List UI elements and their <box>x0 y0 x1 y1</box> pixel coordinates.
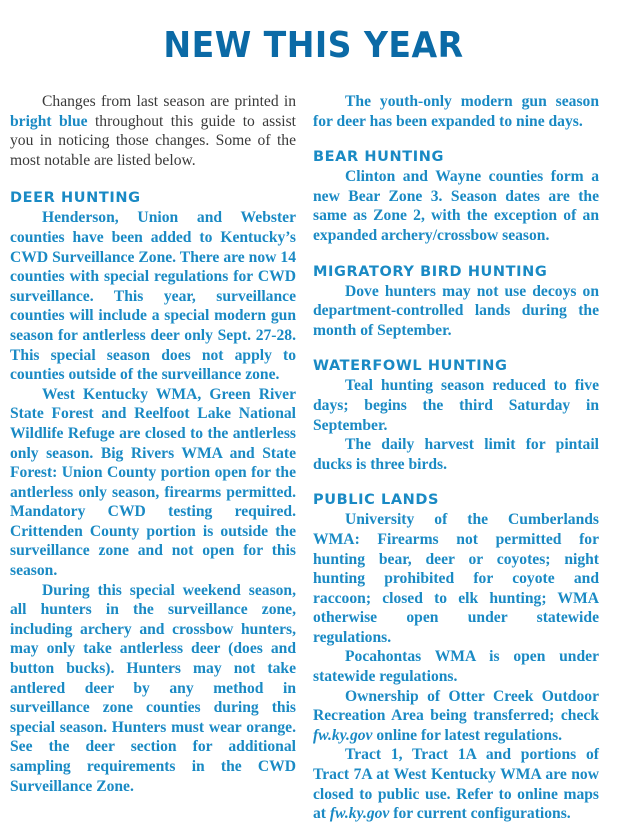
intro-text: Changes from last season are printed in <box>42 93 296 110</box>
section-heading-migratory-bird-hunting: MIGRATORY BIRD HUNTING <box>313 263 548 280</box>
left-column <box>10 92 296 796</box>
intro-paragraph <box>10 92 296 170</box>
public-lands-paragraph-tract <box>313 745 599 823</box>
waterfowl-paragraph: Teal hunting season reduced to five days; begins the third Saturday in September. <box>313 377 599 434</box>
section-heading-bear-hunting: BEAR HUNTING <box>313 149 444 166</box>
tract-text: Tract 1, Tract 1A and portions of Tract 7A at West Kentucky WMA are now closed to public use. Refer to online maps at <box>313 746 599 823</box>
public-lands-paragraph-otter-creek <box>313 687 599 746</box>
bear-paragraph: Clinton and Wayne counties form a new Bear Zone 3. Season dates are the same as Zone 2, with the exception of an expanded archery/crossbow season. <box>313 168 599 244</box>
otter-creek-text: Ownership of Otter Creek Outdoor Recreation Area being transferred; check <box>313 687 599 725</box>
otter-creek-text-rest: online for latest regulations. <box>372 726 563 744</box>
deer-paragraph: Henderson, Union and Webster counties have been added to Kentucky’s CWD Surveillance Zone. There are now 14 counties with special regulations for CWD surveillance. This year, surveillance counties will include a special modern gun season for antlerless deer only Sept. 27-28. This special season does not apply to counties outside of the surveillance zone. <box>10 209 296 384</box>
migratory-paragraph: Dove hunters may not use decoys on department-controlled lands during the month of September. <box>313 282 599 339</box>
section-heading-public-lands: PUBLIC LANDS <box>313 492 440 509</box>
deer-paragraph: West Kentucky WMA, Green River State Forest and Reelfoot Lake National Wildlife Refuge are closed to the antlerless only season. Big Rivers WMA and State Forest: Union County portion open for the antlerless only season, firearms permitted. Mandatory CWD testing required. Crittenden County portion is outside the surveillance zone and not open for this season. <box>10 385 296 580</box>
deer-paragraph: During this special weekend season, all hunters in the surveillance zone, including archery and crossbow hunters, may only take antlerless deer (does and button bucks). Hunters may not take antlered deer by any method in surveillance zone counties during this special season. Hunters must wear orange. See the deer section for additional sampling requirements in the CWD Surveillance Zone. <box>10 581 296 795</box>
page-title: NEW THIS YEAR <box>163 25 464 66</box>
waterfowl-paragraph: The daily harvest limit for pintail ducks is three birds. <box>313 436 599 473</box>
right-column <box>313 92 599 824</box>
deer-paragraph-youth: The youth-only modern gun season for deer has been expanded to nine days. <box>313 93 599 130</box>
public-lands-paragraph: Pocahontas WMA is open under statewide regulations. <box>313 648 599 686</box>
section-heading-waterfowl-hunting: WATERFOWL HUNTING <box>313 358 508 375</box>
fw-ky-gov-link[interactable]: fw.ky.gov <box>313 726 373 744</box>
tract-text-rest: for current configurations. <box>389 805 571 823</box>
fw-ky-gov-link[interactable]: fw.ky.gov <box>329 805 390 823</box>
public-lands-paragraph: University of the Cumberlands WMA: Firearms not permitted for hunting bear, deer or coyotes; night hunting prohibited for coyote and raccoon; closed to elk hunting; WMA otherwise open under statewide regulations. <box>313 511 599 646</box>
bright-blue-highlight: bright blue <box>10 112 88 130</box>
section-heading-deer-hunting: DEER HUNTING <box>10 190 141 207</box>
intro-text-rest: throughout this guide to assist you in noticing those changes. Some of the most notable are listed below. <box>10 112 296 169</box>
